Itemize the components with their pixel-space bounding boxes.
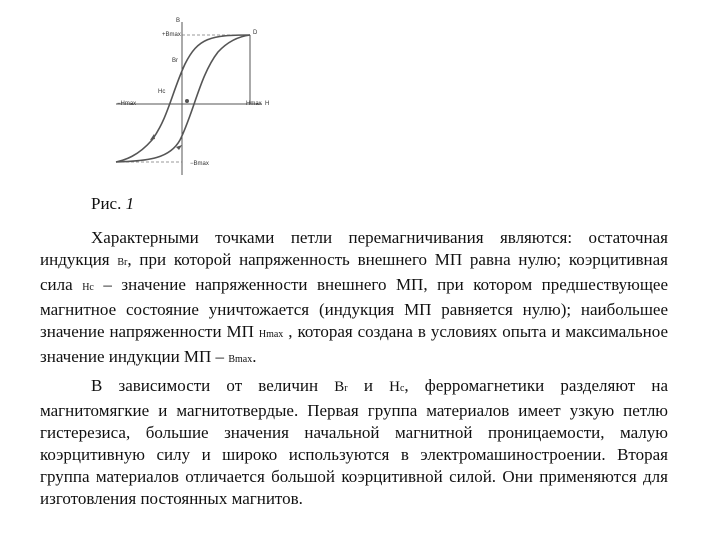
direction-arrow (150, 134, 155, 140)
br-label: Br (172, 58, 178, 64)
symbol-letter: B (334, 379, 345, 395)
minus-hmax-label: −Hmax (117, 101, 137, 107)
hc-label: Hc (158, 89, 166, 95)
paragraph-text: и (363, 376, 373, 395)
symbol-hc: Hc (82, 282, 94, 293)
hysteresis-figure (0, 0, 703, 190)
paragraph-text: , которая создана в условиях опыта и максимальное значение индукции МП – (40, 322, 669, 366)
caption-prefix: Рис. (91, 194, 122, 213)
paragraph-material-groups (40, 375, 668, 510)
hmax-label: Hmax (246, 101, 262, 107)
figure-caption (91, 194, 134, 214)
paragraph-text: – значение напряженности внешнего МП, при котором предшествующее магнитное состояние уничтожается (индукция МП равняется нулю); наибольшее значение напряженности МП (40, 275, 669, 341)
paragraph-characteristic-points (40, 227, 668, 371)
symbol-hmax: Hmax (258, 329, 284, 340)
caption-number: 1 (125, 194, 135, 213)
hysteresis-diagram (0, 0, 703, 190)
paragraph-text: . (252, 347, 257, 366)
symbol-h (389, 379, 404, 395)
symbol-subscript: c (399, 383, 405, 394)
origin-point (185, 99, 189, 103)
plus-bmax-label: +Bmax (162, 32, 181, 38)
symbol-letter: H (389, 379, 400, 395)
axis-h-label: H (265, 101, 270, 107)
symbol-bmax: Bmax (228, 354, 253, 365)
paragraph-text: В зависимости от величин (91, 376, 319, 395)
point-d-label: D (253, 30, 258, 36)
paragraph-text: , при которой напряженность внешнего МП равна нулю; коэрцитивная сила (40, 250, 669, 294)
axis-b-label: B (176, 18, 181, 24)
symbol-subscript: r (344, 383, 348, 394)
upper-branch-curve (116, 35, 250, 162)
minus-bmax-label: −Bmax (190, 161, 209, 167)
paragraph-text: , ферромагнетики разделяют на магнитомягкие и магнитотвердые. Первая группа материалов имеет узкую петлю гистерезиса, большие значения начальной магнитной проницаемости, малую коэрцитивную силу и широко используются в электромашиностроении. Вторая группа материалов отличается большой коэрцитивной силой. Они применяются для изготовления постоянных магнитов. (40, 376, 669, 508)
lower-branch-curve (116, 35, 250, 162)
symbol-br: Br (117, 257, 128, 268)
symbol-b (334, 379, 347, 395)
paragraph-text: Характерными точками петли перемагничивания являются: остаточная индукция (40, 228, 668, 269)
